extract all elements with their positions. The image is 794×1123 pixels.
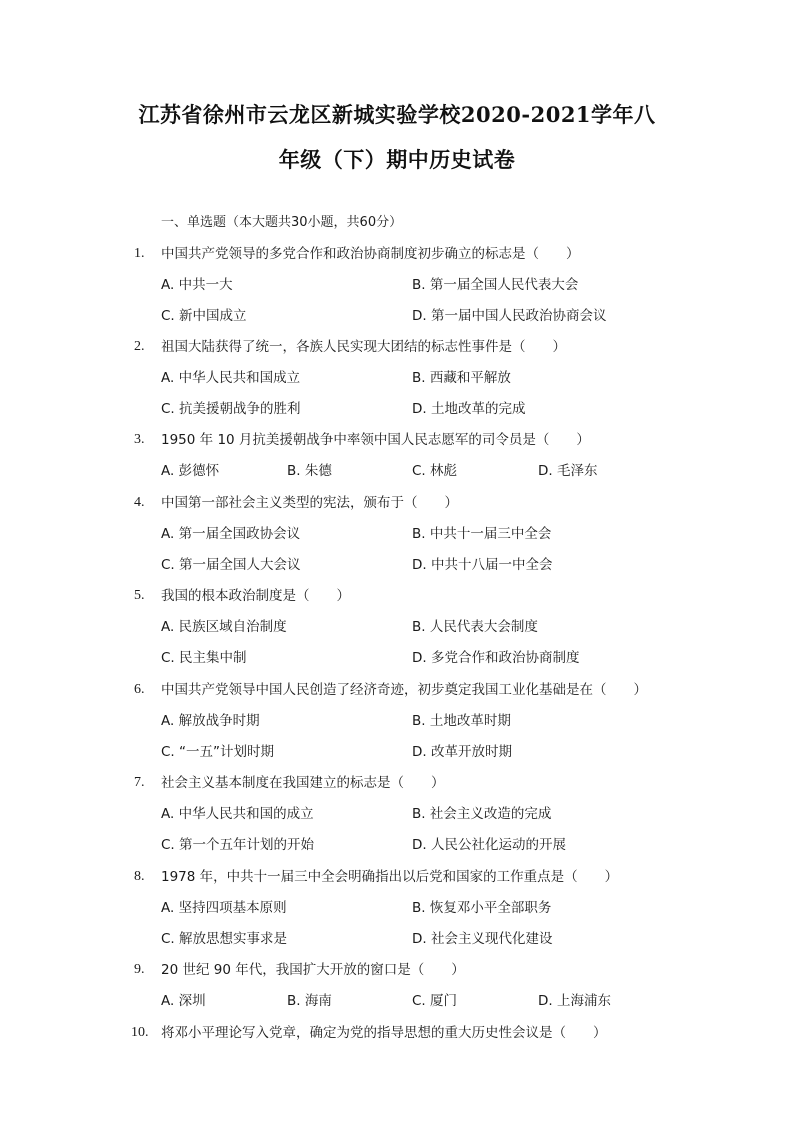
option-c: C. 解放思想实事求是: [161, 931, 288, 947]
option-c: C. 林彪: [412, 463, 458, 479]
option-c: C. 厦门: [412, 993, 458, 1009]
option-c: C. 民主集中制: [161, 650, 247, 666]
question-3: [0, 430, 794, 450]
option-d: D. 第一届中国人民政治协商会议: [412, 308, 607, 324]
option-c: C. 新中国成立: [161, 308, 247, 324]
question-8: [0, 867, 794, 887]
option-d: D. 人民公社化运动的开展: [412, 837, 566, 853]
question-number: 2.: [134, 339, 145, 354]
option-a: A. 解放战争时期: [161, 713, 260, 729]
option-c: C. “一五”计划时期: [161, 744, 274, 760]
question-stem: 中国共产党领导的多党合作和政治协商制度初步确立的标志是（ ）: [161, 246, 580, 262]
option-d: D. 毛泽东: [538, 463, 598, 479]
question-number: 7.: [134, 775, 145, 790]
option-b: B. 西藏和平解放: [412, 370, 511, 386]
question-number: 6.: [134, 682, 145, 697]
option-a: A. 民族区域自治制度: [161, 619, 287, 635]
exam-title-line-1: 江苏省徐州市云龙区新城实验学校2020-2021学年八: [138, 102, 656, 127]
option-b: B. 中共十一届三中全会: [412, 526, 552, 542]
question-number: 5.: [134, 588, 145, 603]
question-number: 1.: [134, 246, 145, 261]
question-stem: 20 世纪 90 年代，我国扩大开放的窗口是（ ）: [161, 962, 465, 978]
question-7: [0, 773, 794, 793]
option-c: C. 抗美援朝战争的胜利: [161, 401, 301, 417]
option-a: A. 中共一大: [161, 277, 233, 293]
option-a: A. 中华人民共和国的成立: [161, 806, 314, 822]
section-heading: 一、单选题（本大题共30小题，共60分）: [161, 215, 403, 230]
option-b: B. 人民代表大会制度: [412, 619, 538, 635]
option-b: B. 土地改革时期: [412, 713, 511, 729]
question-stem: 祖国大陆获得了统一，各族人民实现大团结的标志性事件是（ ）: [161, 339, 566, 355]
option-c: C. 第一届全国人大会议: [161, 557, 301, 573]
option-a: A. 中华人民共和国成立: [161, 370, 301, 386]
option-b: B. 海南: [287, 993, 332, 1009]
question-stem: 中国共产党领导中国人民创造了经济奇迹，初步奠定我国工业化基础是在（ ）: [161, 682, 647, 698]
option-b: B. 第一届全国人民代表大会: [412, 277, 579, 293]
option-a: A. 第一届全国政协会议: [161, 526, 301, 542]
option-d: D. 改革开放时期: [412, 744, 512, 760]
question-number: 10.: [131, 1025, 149, 1040]
question-1: [0, 244, 794, 264]
question-stem: 社会主义基本制度在我国建立的标志是（ ）: [161, 775, 445, 791]
question-stem: 1950 年 10 月抗美援朝战争中率领中国人民志愿军的司令员是（ ）: [161, 432, 590, 448]
option-a: A. 坚持四项基本原则: [161, 900, 287, 916]
question-stem: 中国第一部社会主义类型的宪法，颁布于（ ）: [161, 495, 458, 511]
question-4: [0, 493, 794, 513]
question-number: 4.: [134, 495, 145, 510]
option-d: D. 土地改革的完成: [412, 401, 526, 417]
question-number: 9.: [134, 962, 145, 977]
option-d: D. 中共十八届一中全会: [412, 557, 553, 573]
question-5: [0, 586, 794, 606]
question-stem: 我国的根本政治制度是（ ）: [161, 588, 350, 604]
option-a: A. 彭德怀: [161, 463, 220, 479]
question-10: [0, 1023, 794, 1043]
question-6: [0, 680, 794, 700]
question-2: [0, 337, 794, 357]
question-9: [0, 960, 794, 980]
option-d: D. 多党合作和政治协商制度: [412, 650, 580, 666]
question-stem: 将邓小平理论写入党章，确定为党的指导思想的重大历史性会议是（ ）: [161, 1025, 607, 1041]
question-number: 3.: [134, 432, 145, 447]
option-b: B. 朱德: [287, 463, 332, 479]
question-number: 8.: [134, 869, 145, 884]
option-b: B. 恢复邓小平全部职务: [412, 900, 552, 916]
option-c: C. 第一个五年计划的开始: [161, 837, 315, 853]
option-d: D. 上海浦东: [538, 993, 611, 1009]
option-a: A. 深圳: [161, 993, 206, 1009]
exam-title-line-2: 年级（下）期中历史试卷: [278, 147, 516, 172]
question-stem: 1978 年，中共十一届三中全会明确指出以后党和国家的工作重点是（ ）: [161, 869, 619, 885]
option-d: D. 社会主义现代化建设: [412, 931, 553, 947]
option-b: B. 社会主义改造的完成: [412, 806, 552, 822]
